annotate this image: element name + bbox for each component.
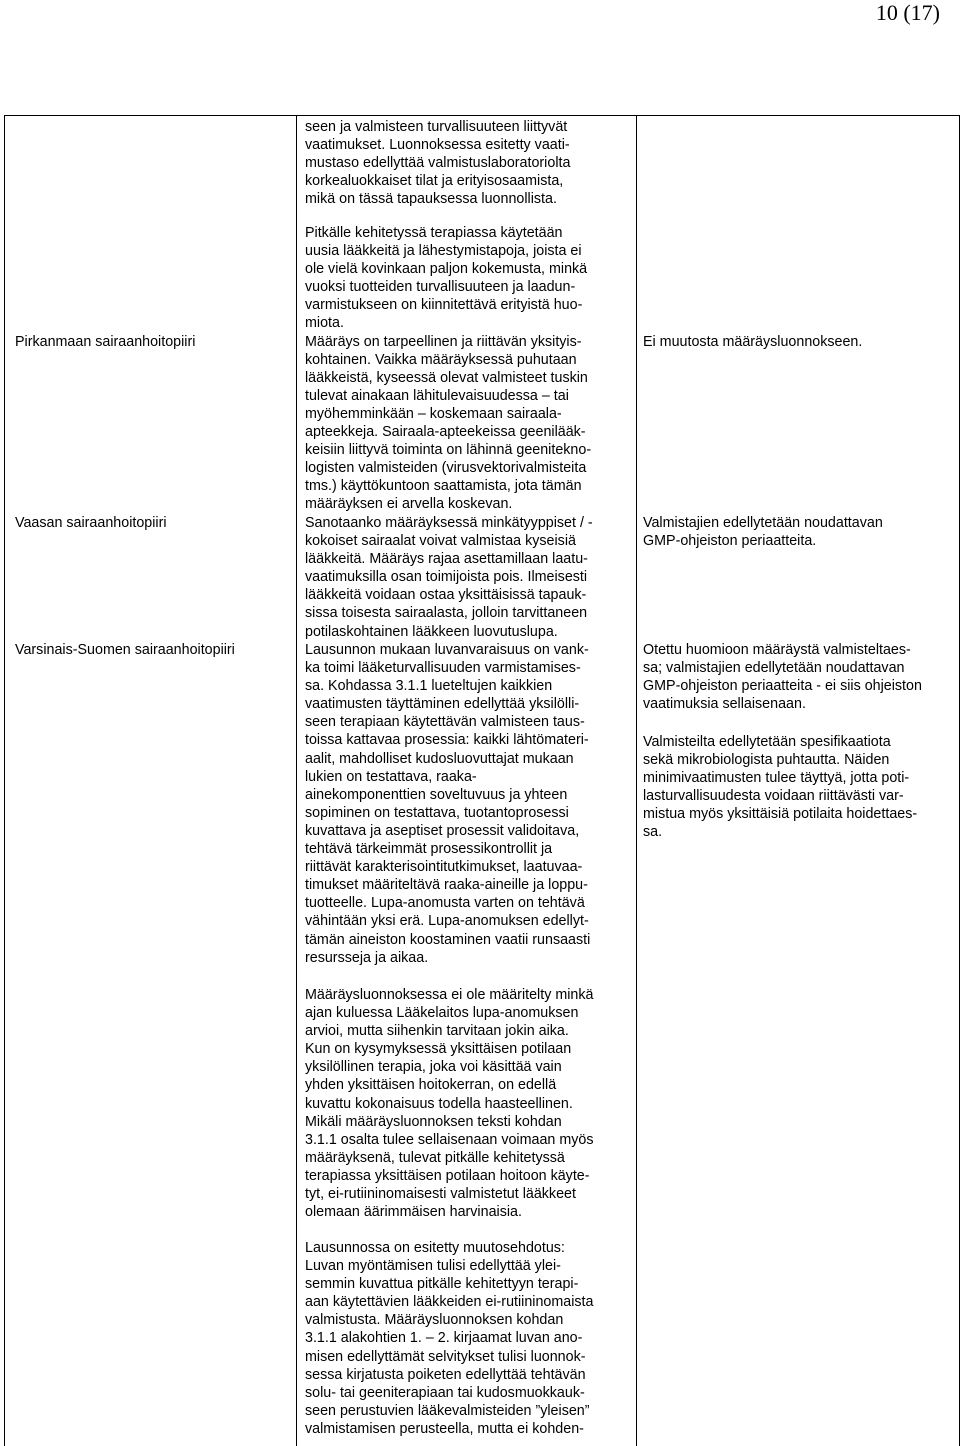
text-line: olemaan äärimmäisen harvinaisia. <box>305 1204 522 1221</box>
text-line: Pitkälle kehitetyssä terapiassa käytetään <box>305 225 563 241</box>
text-line: lääkkeitä voidaan ostaa yksittäisissä tapauk- <box>305 587 587 604</box>
text-line: Valmistajien edellytetään noudattavan <box>643 515 883 531</box>
text-line: varmistukseen on kiinnitettävä erityistä huo- <box>305 297 583 314</box>
text-line: mistua myös yksittäisiä potilaita hoidettaes- <box>643 806 918 823</box>
varsinais-comment-paragraph-1 <box>305 641 590 967</box>
text-line: Määräys on tarpeellinen ja riittävän yksityis- <box>305 333 582 350</box>
text-line: lääkkeitä. Määräys rajaa asettamillaan laatu- <box>305 551 588 568</box>
text-line: sekä mikrobiologista puhtautta. Näiden <box>643 752 890 769</box>
text-line: sa; valmistajien edellytetään noudattavan <box>643 660 905 677</box>
text-line: seen terapiaan käytettävän valmisteen taus- <box>305 714 585 731</box>
text-line: minimivaatimusten tulee täyttyä, jotta poti- <box>643 770 910 787</box>
text-line: terapiassa yksittäisen potilaan hoitoon käyte- <box>305 1167 590 1184</box>
text-line: Kun on kysymyksessä yksittäisen potilaan <box>305 1041 572 1058</box>
text-line: lasturvallisuudesta voidaan riittävästi var- <box>643 788 904 805</box>
pirkanmaa-comment <box>305 224 591 514</box>
organization-vaasa: Vaasan sairaanhoitopiiri <box>15 515 167 531</box>
text-line: määräyksenä, tulevat pitkälle kehitetyssä <box>305 1149 565 1166</box>
text-line: lääkkeistä, kyseessä olevat valmisteet tuskin <box>305 369 588 386</box>
comments-table <box>4 115 960 1446</box>
text-line: Valmisteilta edellytetään spesifikaatiota <box>643 734 891 750</box>
text-line: 3.1.1 osalta tulee sellaisenaan voimaan myös <box>305 1131 594 1148</box>
text-line: vaatimukset. Luonnoksessa esitetty vaati- <box>305 137 570 154</box>
organization-pirkanmaa: Pirkanmaan sairaanhoitopiiri <box>15 334 196 350</box>
text-line: tämän aineiston koostaminen vaatii runsaasti <box>305 931 591 948</box>
text-line: ka toimi lääketurvallisuuden varmistamises- <box>305 660 581 677</box>
text-line: myöhemminkään – koskemaan sairaala- <box>305 405 562 422</box>
text-line: ole vielä kovinkaan paljon kokemusta, minkä <box>305 261 588 278</box>
text-line: kuvattu kokonaisuus todella haasteellinen. <box>305 1095 573 1112</box>
text-line: mustaso edellyttää valmistuslaboratoriolta <box>305 155 571 172</box>
text-line: sopiminen on testattava, tuotantoprosessi <box>305 804 569 821</box>
text-line: kohtainen. Vaikka määräyksessä puhutaan <box>305 351 577 368</box>
text-line: aan käytettävien lääkkeiden ei-rutiininomaista <box>305 1294 594 1311</box>
text-line: Mikäli määräysluonnoksen teksti kohdan <box>305 1113 562 1130</box>
text-line: logisten valmisteiden (virusvektorivalmisteita <box>305 460 587 477</box>
text-line: tuotteelle. Lupa-anomusta varten on tehtävä <box>305 895 585 912</box>
text-line: 3.1.1 alakohtien 1. – 2. kirjaamat luvan ano- <box>305 1330 583 1347</box>
column-divider <box>636 116 637 1446</box>
text-line: sissa toisesta sairaalasta, jolloin tarvittaneen <box>305 605 588 622</box>
text-line: kuvattava ja aseptiset prosessit validoitava, <box>305 822 580 839</box>
text-line: sessa kirjatusta poiketen edellyttää tehtävän <box>305 1366 586 1383</box>
text-line: vaatimusten täyttäminen edellyttää yksilölli- <box>305 696 580 713</box>
text-line: korkealuokkaiset tilat ja erityisosaamista, <box>305 173 564 190</box>
text-line: arvioi, mutta siihenkin tarvitaan jokin aika. <box>305 1023 569 1040</box>
text-line: sa. <box>643 824 663 841</box>
text-line: lukien on testattava, raaka- <box>305 768 477 785</box>
text-line: vuoksi tuotteiden turvallisuuteen ja laadun- <box>305 279 576 296</box>
text-line: mikä on tässä tapauksessa luonnollista. <box>305 191 557 208</box>
text-line: apteekkeja. Sairaala-apteekeissa geenilääk- <box>305 424 586 441</box>
text-line: valmistamisen perusteella, mutta ei kohden- <box>305 1420 584 1437</box>
response-pirkanmaa: Ei muutosta määräysluonnokseen. <box>643 334 863 350</box>
column-divider <box>296 116 297 1446</box>
response-varsinais-paragraph-1 <box>643 641 922 713</box>
text-line: solu- tai geeniterapiaan tai kudosmuokkauk- <box>305 1384 585 1401</box>
vaasa-comment <box>305 514 593 641</box>
varsinais-comment-paragraph-3 <box>305 1239 594 1438</box>
text-line: tehtävä tärkeimmät prosessikontrollit ja <box>305 841 553 858</box>
text-line: toissa kattavaa prosessia: kaikki lähtömateri- <box>305 732 589 749</box>
text-line: GMP-ohjeiston periaatteita - ei siis ohjeiston <box>643 678 922 695</box>
text-line: seen ja valmisteen turvallisuuteen liittyvät <box>305 119 568 135</box>
text-line: vähintään yksi erä. Lupa-anomuksen edellyt- <box>305 913 589 930</box>
text-line: valmistusta. Määräysluonnoksen kohdan <box>305 1312 564 1329</box>
text-line: Lausunnossa on esitetty muutosehdotus: <box>305 1240 565 1256</box>
text-line: Sanotaanko määräyksessä minkätyyppiset / - <box>305 515 593 531</box>
organization-varsinais-suomi: Varsinais-Suomen sairaanhoitopiiri <box>15 642 235 658</box>
text-line: resursseja ja aikaa. <box>305 949 429 966</box>
text-line: timukset määriteltävä raaka-aineille ja loppu- <box>305 877 588 894</box>
page-number: 10 (17) <box>875 0 940 25</box>
prev-comment-paragraph <box>305 118 570 208</box>
text-line: Lausunnon mukaan luvanvaraisuus on vank- <box>305 642 589 658</box>
response-varsinais-paragraph-2 <box>643 733 917 842</box>
text-line: misen edellyttämät selvitykset tulisi luonnok- <box>305 1348 586 1365</box>
text-line: yksilöllinen terapia, joka voi käsittää vain <box>305 1059 562 1076</box>
text-line: semmin kuvattua pitkälle kehitettyyn terapi- <box>305 1276 579 1293</box>
text-line: kokoiset sairaalat voivat valmistaa kyseisiä <box>305 533 576 550</box>
text-line: Luvan myöntämisen tulisi edellyttää ylei- <box>305 1258 561 1275</box>
text-line: potilaskohtainen lääkkeen luovutuslupa. <box>305 623 558 640</box>
text-line: tyt, ei-rutiininomaisesti valmistetut lääkkeet <box>305 1186 576 1203</box>
text-line: miota. <box>305 315 344 332</box>
text-line: tms.) käyttökuntoon saattamista, jota tämän <box>305 478 582 495</box>
text-line: ainekomponenttien soveltuvuus ja yhteen <box>305 786 568 803</box>
text-line: seen perustuvien lääkevalmisteiden ”yleisen” <box>305 1402 590 1419</box>
text-line: määräyksen ei arvella koskevan. <box>305 496 513 513</box>
text-line: vaatimuksia sellaisenaan. <box>643 696 806 713</box>
text-line: GMP-ohjeiston periaatteita. <box>643 533 817 550</box>
response-vaasa <box>643 514 883 550</box>
varsinais-comment-paragraph-2 <box>305 986 594 1221</box>
text-line: ajan kuluessa Lääkelaitos lupa-anomuksen <box>305 1005 579 1022</box>
text-line: aalit, mahdolliset kudosluovuttajat mukaan <box>305 750 574 767</box>
text-line: yhden yksittäisen hoitokerran, on edellä <box>305 1077 557 1094</box>
text-line: uusia lääkkeitä ja lähestymistapoja, joista ei <box>305 243 582 260</box>
text-line: keisiin liittyvä toiminta on lähinnä geenitekno- <box>305 442 592 459</box>
text-line: tulevat ainakaan lähitulevaisuudessa – tai <box>305 387 569 404</box>
text-line: sa. Kohdassa 3.1.1 lueteltujen kaikkien <box>305 678 553 695</box>
text-line: riittävät karakterisointitutkimukset, laatuvaa- <box>305 859 583 876</box>
text-line: vaatimuksilla osan toimijoista pois. Ilmeisesti <box>305 569 588 586</box>
text-line: Otettu huomioon määräystä valmisteltaes- <box>643 642 911 658</box>
text-line: Määräysluonnoksessa ei ole määritelty minkä <box>305 987 594 1003</box>
